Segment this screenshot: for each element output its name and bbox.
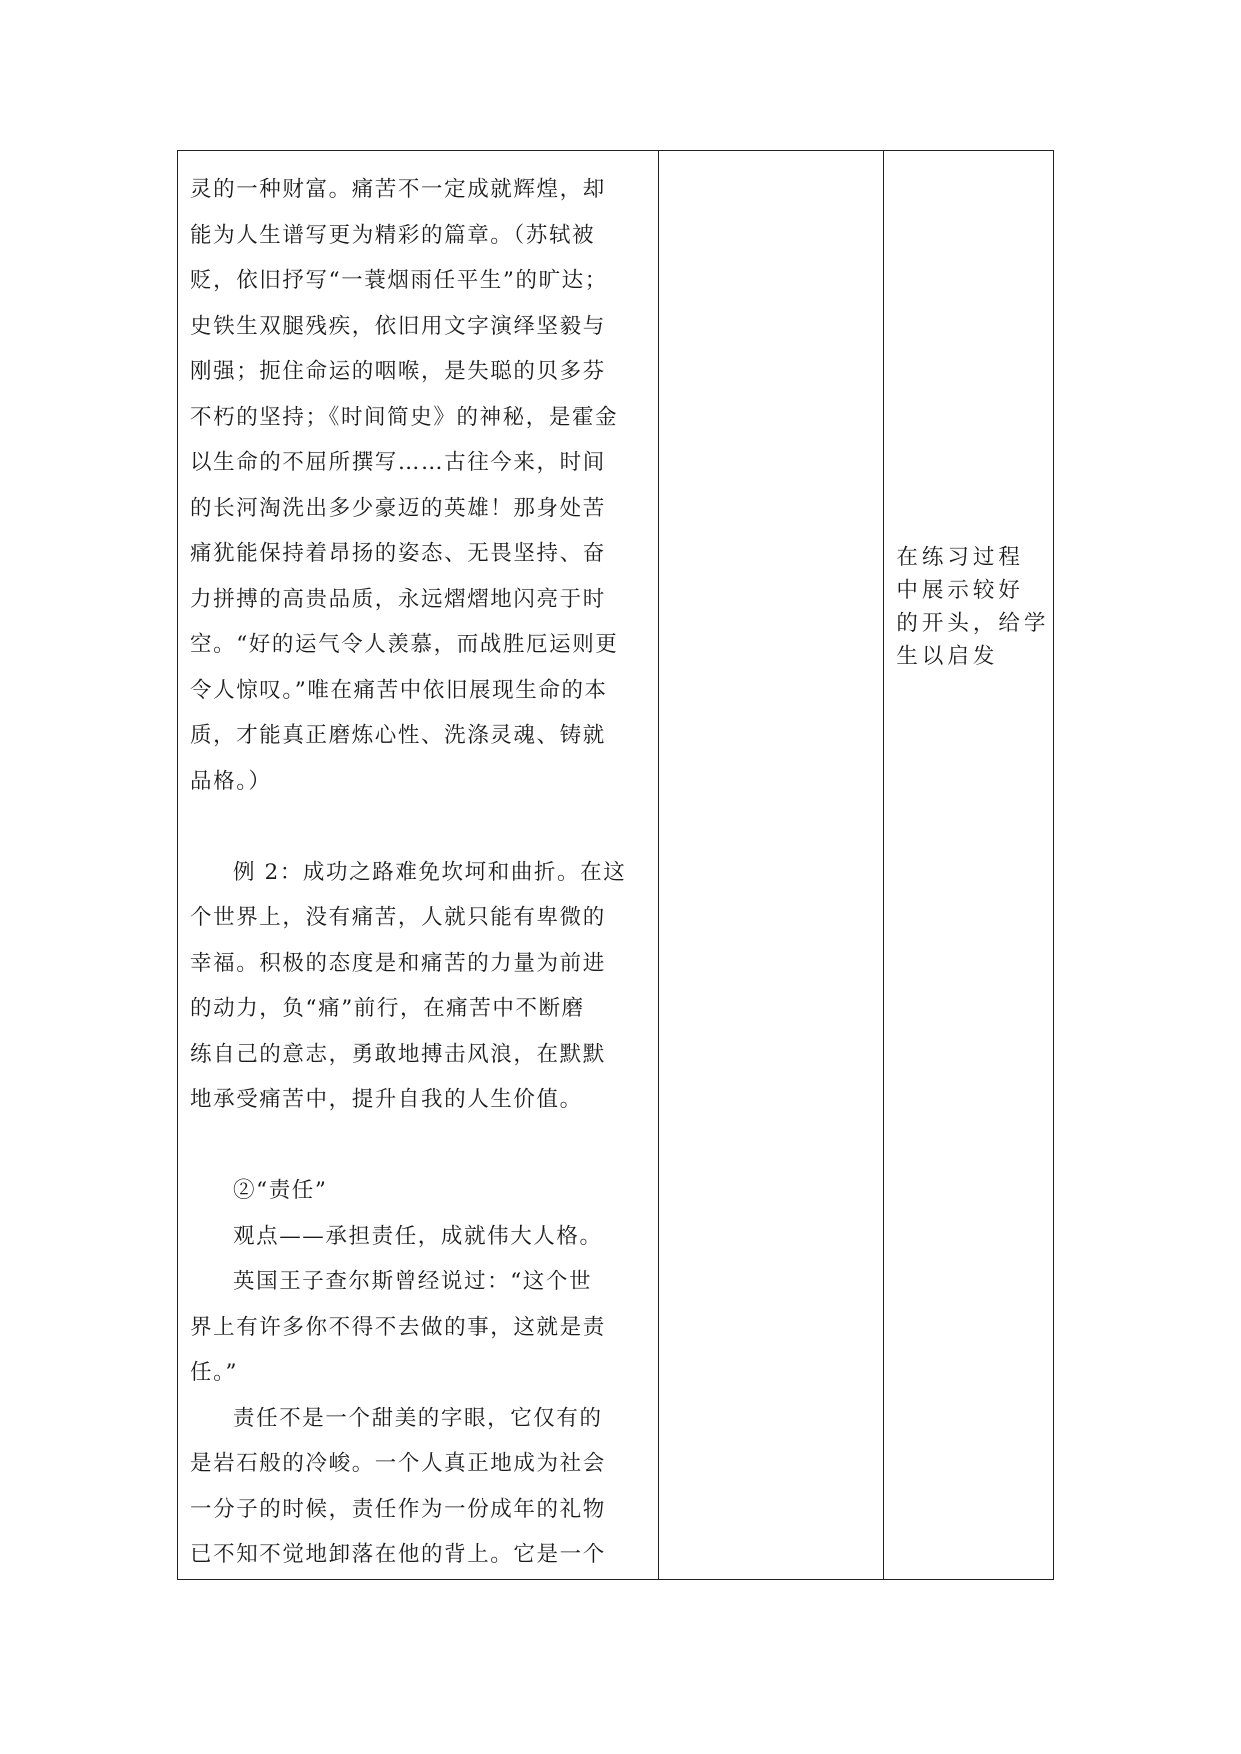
text-line: 质，才能真正磨炼心性、洗涤灵魂、铸就	[190, 723, 606, 748]
note-line: 生以启发	[896, 644, 999, 669]
lesson-plan-table	[177, 150, 1054, 1580]
text-line: 一分子的时候，责任作为一份成年的礼物	[190, 1496, 606, 1522]
text-line: 地承受痛苦中，提升自我的人生价值。	[190, 1087, 583, 1112]
content-lines	[190, 167, 646, 1578]
text-line: 空。“好的运气令人羡慕，而战胜厄运则更	[190, 632, 619, 657]
text-line: 界上有许多你不得不去做的事，这就是责	[190, 1314, 606, 1340]
text-line: 的长河淘洗出多少豪迈的英雄！那身处苦	[190, 495, 606, 521]
text-line: ②“责任”	[233, 1178, 328, 1203]
text-line: 已不知不觉地卸落在他的背上。它是一个	[190, 1542, 606, 1567]
text-line: 幸福。积极的态度是和痛苦的力量为前进	[190, 950, 606, 976]
text-line: 史铁生双腿残疾，依旧用文字演绎坚毅与	[190, 313, 606, 339]
text-line: 责任不是一个甜美的字眼，它仅有的	[233, 1405, 603, 1431]
text-line: 灵的一种财富。痛苦不一定成就辉煌，却	[190, 177, 606, 202]
text-line: 英国王子查尔斯曾经说过：“这个世	[233, 1269, 593, 1294]
text-line: 品格。）	[190, 768, 272, 794]
activity-cell	[659, 151, 884, 1579]
blank-line	[190, 1123, 646, 1169]
note-line: 的开头，给学	[896, 611, 1050, 636]
text-line: 例 2：成功之路难免坎坷和曲折。在这	[233, 859, 627, 885]
text-line: 令人惊叹。”唯在痛苦中依旧展现生命的本	[190, 677, 608, 703]
text-line: 力拼搏的高贵品质，永远熠熠地闪亮于时	[190, 586, 606, 612]
text-line: 不朽的坚持；《时间简史》的神秘，是霍金	[190, 404, 619, 430]
text-line: 能为人生谱写更为精彩的篇章。（苏轼被	[190, 222, 596, 248]
note-line: 在练习过程	[896, 545, 1024, 570]
text-line: 贬，依旧抒写“一蓑烟雨任平生”的旷达；	[190, 268, 608, 293]
text-line: 观点——承担责任，成就伟大人格。	[233, 1223, 603, 1249]
text-line: 以生命的不屈所撰写……古往今来，时间	[190, 450, 606, 475]
text-line: 刚强；扼住命运的咽喉，是失聪的贝多芬	[190, 359, 606, 384]
blank-line	[190, 804, 646, 850]
text-line: 任。”	[190, 1360, 239, 1385]
text-line: 练自己的意志，勇敢地搏击风浪，在默默	[190, 1041, 606, 1067]
text-line: 痛犹能保持着昂扬的姿态、无畏坚持、奋	[190, 541, 606, 566]
text-line: 是岩石般的冷峻。一个人真正地成为社会	[190, 1451, 606, 1476]
note-line: 中展示较好	[896, 578, 1024, 603]
content-cell	[178, 151, 659, 1579]
text-line: 个世界上，没有痛苦，人就只能有卑微的	[190, 905, 606, 930]
text-line: 的动力，负“痛”前行，在痛苦中不断磨	[190, 996, 585, 1021]
design-intent-text	[896, 541, 1050, 673]
design-intent-cell	[884, 151, 1053, 1579]
